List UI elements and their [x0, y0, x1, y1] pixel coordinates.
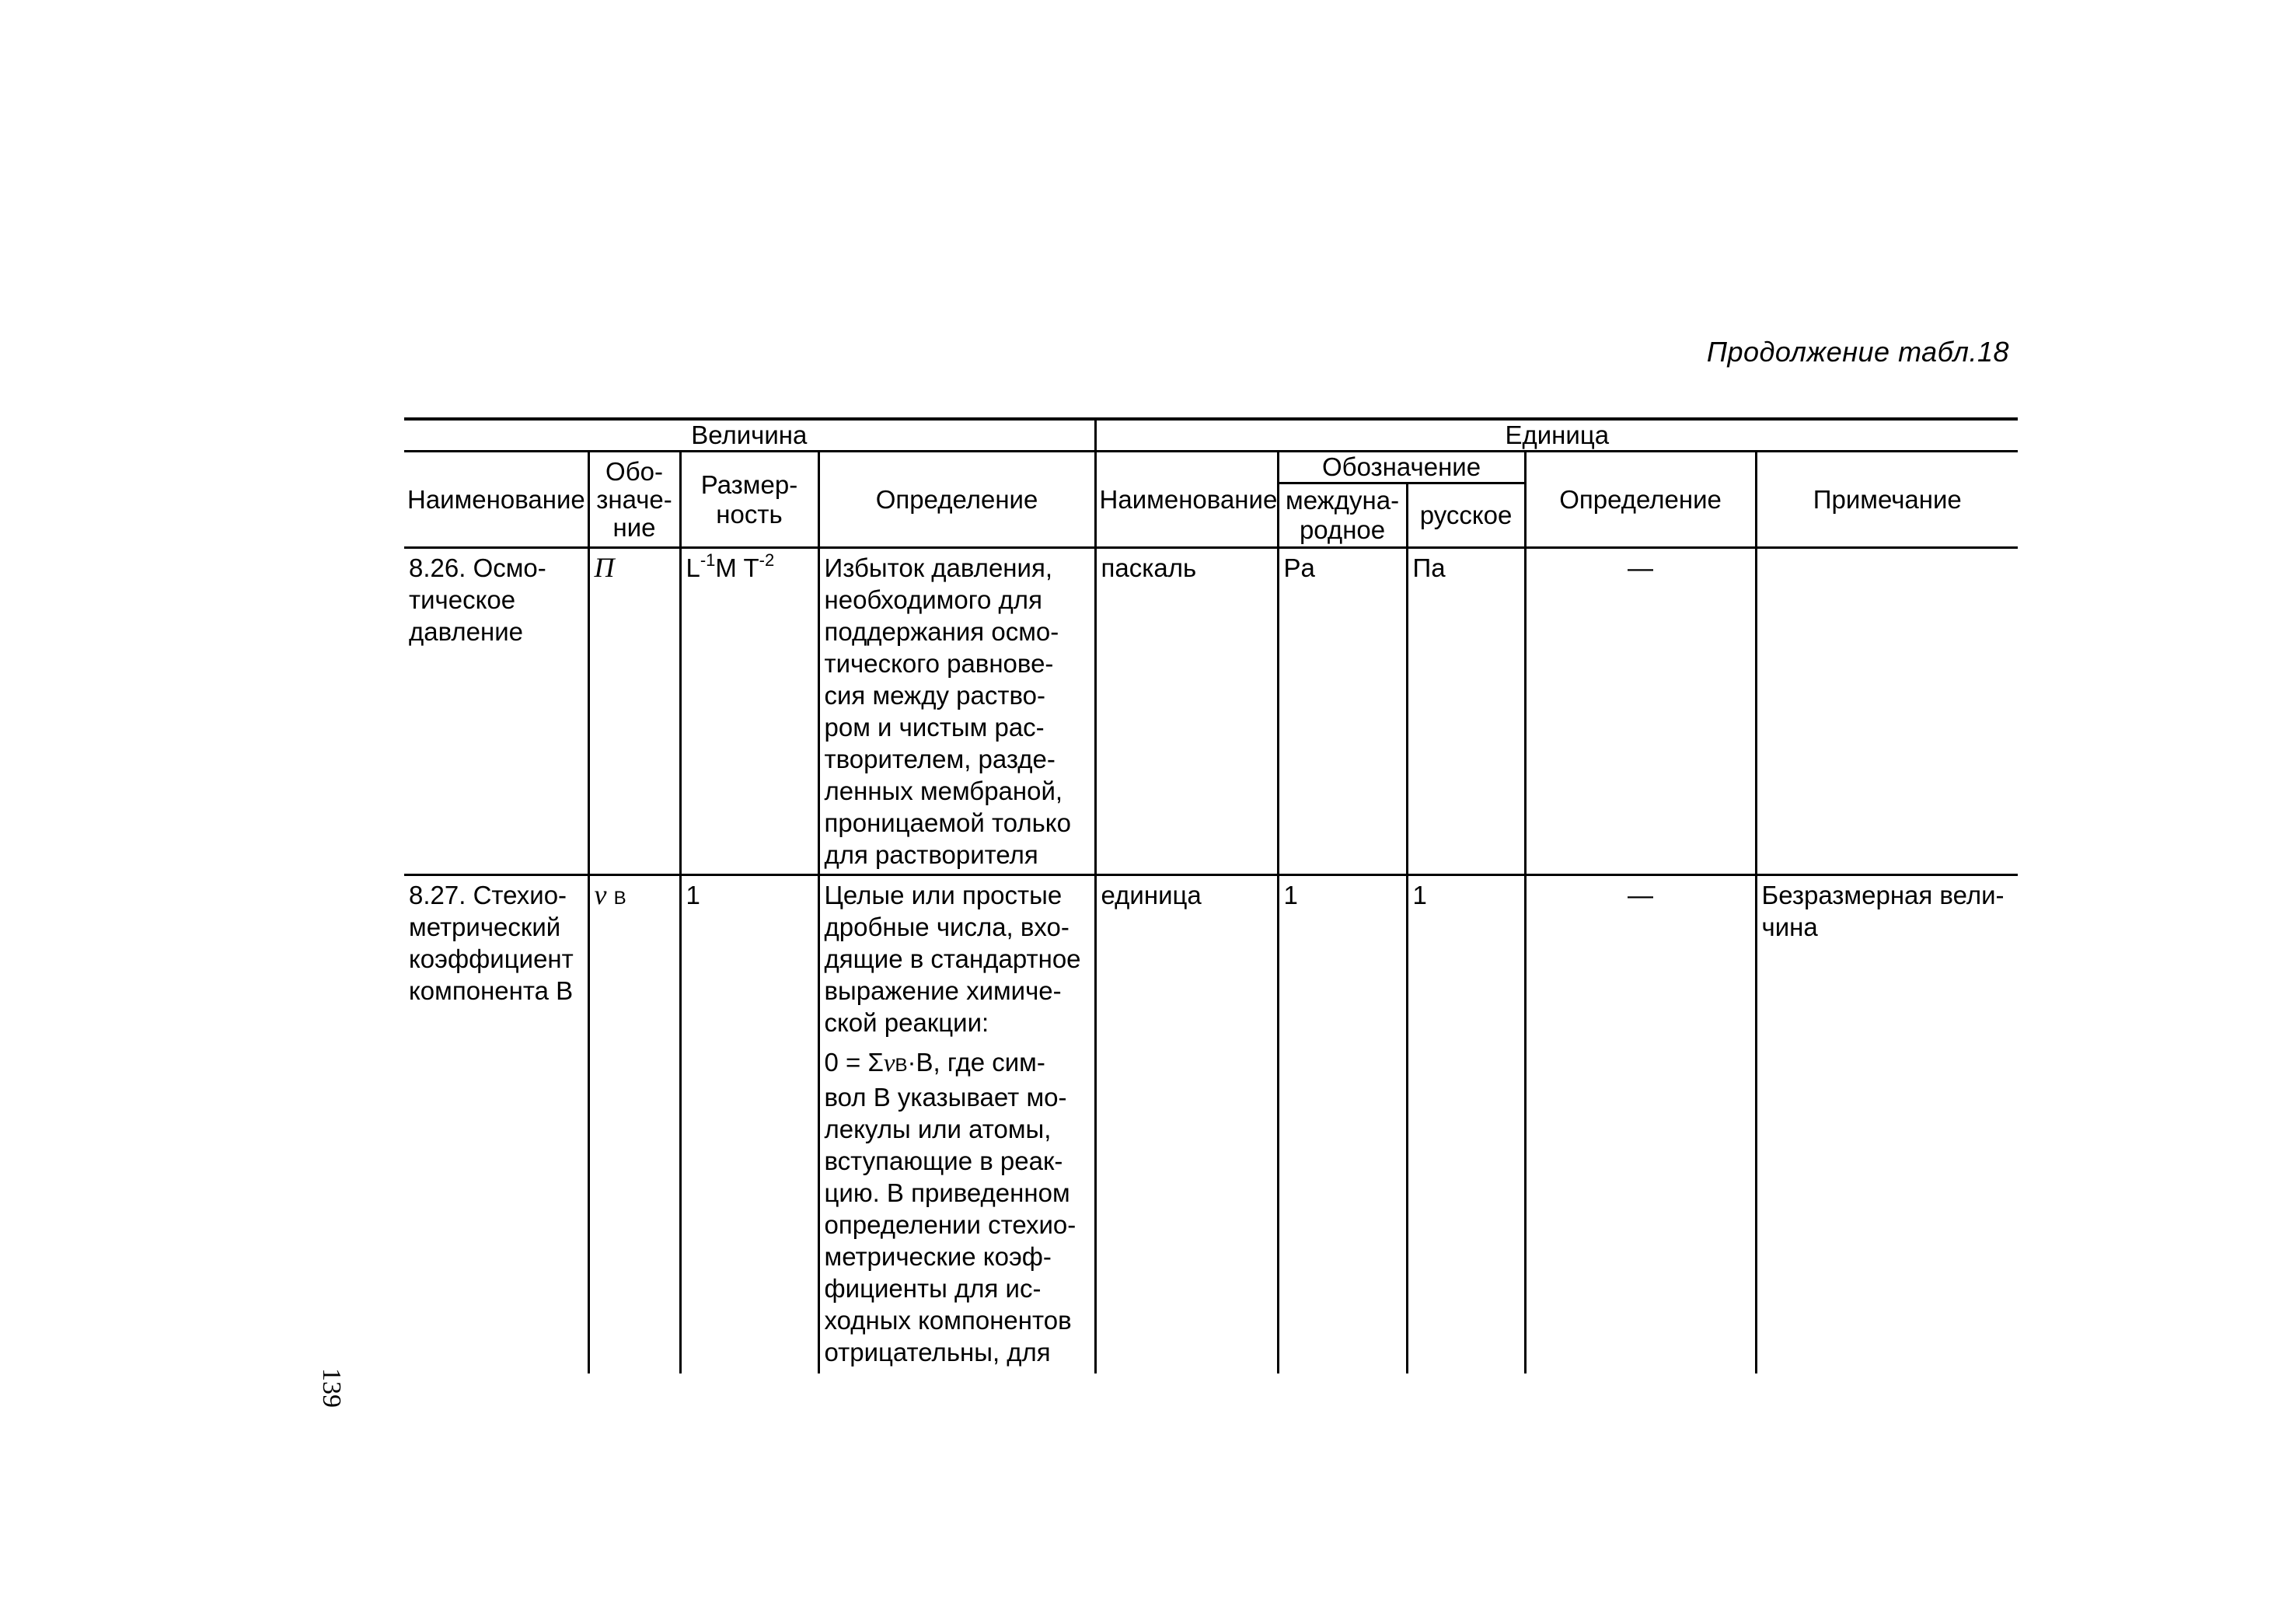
- quantity-dimension: $L^{-1}M$ $T^{-2}$: [680, 548, 818, 875]
- quantities-table: [404, 417, 2018, 1373]
- header-opredelenie: Определение: [818, 452, 1095, 548]
- unit-definition: —: [1525, 548, 1756, 875]
- unit-definition: —: [1525, 875, 1756, 1374]
- header-primechanie: Примечание: [1756, 452, 2018, 548]
- note: Безразмерная вели- чина: [1756, 875, 2018, 1374]
- quantity-name: 8.26. Осмо- тическое давление: [404, 548, 588, 875]
- quantity-symbol: П: [588, 548, 680, 875]
- header-oboznachenie-quantity: Обо- значе- ние: [588, 452, 680, 548]
- header-naimenovanie: Наименование: [404, 452, 588, 548]
- header-velichina: Величина: [404, 419, 1095, 452]
- unit-symbol-russian: 1: [1407, 875, 1525, 1374]
- unit-name: паскаль: [1095, 548, 1278, 875]
- header-opredelenie-unit: Определение: [1525, 452, 1756, 548]
- table-container: [404, 417, 2018, 1373]
- definition-formula: 0 = ΣνB·B, где сим- вол В указывает мо- лекулы или атомы, вступающие в реак- цию. В приведенном определении стехио- метрические коэф- фициенты для ис- ходных компонентов отрицательны, для: [824, 1048, 1076, 1366]
- header-razmernost: Размер- ность: [680, 452, 818, 548]
- table-row: [404, 548, 2018, 875]
- note: [1756, 548, 2018, 875]
- unit-symbol-international: 1: [1278, 875, 1407, 1374]
- quantity-definition: [818, 875, 1095, 1374]
- header-oboznachenie-unit: Обозначение: [1278, 452, 1525, 483]
- table-header: [404, 419, 2018, 548]
- table-caption: Продолжение табл.18: [1706, 336, 2009, 368]
- unit-name: единица: [1095, 875, 1278, 1374]
- unit-symbol-international: Pa: [1278, 548, 1407, 875]
- unit-symbol-russian: Па: [1407, 548, 1525, 875]
- header-mezhdunarodnoe: междуна- родное: [1278, 483, 1407, 548]
- definition-paragraph: Целые или простые дробные числа, вхо- дящие в стандартное выражение химиче- ской реакции:: [824, 881, 1081, 1037]
- table-body: [404, 548, 2018, 1374]
- page-number: 139: [317, 1368, 346, 1408]
- quantity-symbol: ν B: [588, 875, 680, 1374]
- quantity-name: 8.27. Стехио- метрический коэффициент компонента В: [404, 875, 588, 1374]
- table-row: [404, 875, 2018, 1374]
- header-edinitsa: Единица: [1095, 419, 2018, 452]
- header-russkoe: русское: [1407, 483, 1525, 548]
- quantity-definition: Избыток давления, необходимого для поддержания осмо- тического равнове- сия между раство- ром и чистым рас- творителем, разде- ленных мембраной, проницаемой только для растворителя: [818, 548, 1095, 875]
- header-naimenovanie-unit: Наименование: [1095, 452, 1278, 548]
- quantity-dimension: 1: [680, 875, 818, 1374]
